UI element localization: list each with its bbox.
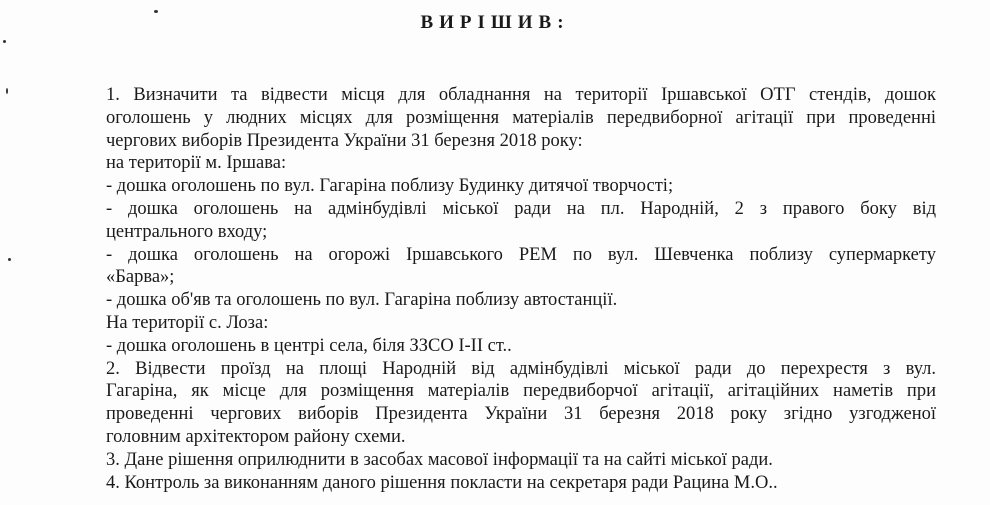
body-line: «Барва»; xyxy=(106,267,175,288)
scan-speck xyxy=(3,40,6,43)
body-line: оголошень у людних місцях для розміщення матеріалів передвиборної агітації при проведенні xyxy=(106,107,936,128)
body-line: центрального входу; xyxy=(106,221,268,242)
body-line: 4. Контроль за виконанням даного рішення покласти на секретаря ради Рацина М.О.. xyxy=(106,472,778,493)
body-line: головним архітектором району схеми. xyxy=(106,426,406,447)
body-line: проведенні чергових виборів Президента України 31 березня 2018 року згідно узгодженої xyxy=(106,404,936,425)
body-line: - дошка оголошень по вул. Гагаріна поблизу Будинку дитячої творчості; xyxy=(106,176,674,197)
decision-body xyxy=(106,84,936,494)
scan-speck xyxy=(8,258,11,261)
body-line: - дошка оголошень на адмінбудівлі міської ради на пл. Народній, 2 з правого боку від xyxy=(106,198,936,219)
body-line: - дошка об'яв та оголошень по вул. Гагаріна поблизу автостанції. xyxy=(106,290,618,311)
body-line: - дошка оголошень в центрі села, біля ЗЗСО І-ІІ ст.. xyxy=(106,335,512,356)
body-line: чергових виборів Президента України 31 березня 2018 року: xyxy=(106,130,583,151)
body-line: 1. Визначити та відвести місця для обладнання на території Іршавської ОТГ стендів, дошок xyxy=(106,85,936,105)
body-line: 3. Дане рішення оприлюднити в засобах масової інформації та на сайті міської ради. xyxy=(106,449,773,470)
body-line: на території м. Іршава: xyxy=(106,153,287,174)
body-line: - дошка оголошень на огорожі Іршавського РЕМ по вул. Шевченка поблизу супермаркету xyxy=(106,244,936,265)
body-line: На території с. Лоза: xyxy=(106,312,269,333)
body-line: 2. Відвести проїзд на площі Народній від адмінбудівлі міської ради до перехрестя з вул. xyxy=(106,358,936,379)
scan-speck xyxy=(6,88,8,94)
body-line: Гагаріна, як місце для розміщення матеріалів передвиборчої агітації, агітаційних наметів при xyxy=(106,381,936,402)
decision-heading: ВИРІШИВ: xyxy=(420,12,570,33)
